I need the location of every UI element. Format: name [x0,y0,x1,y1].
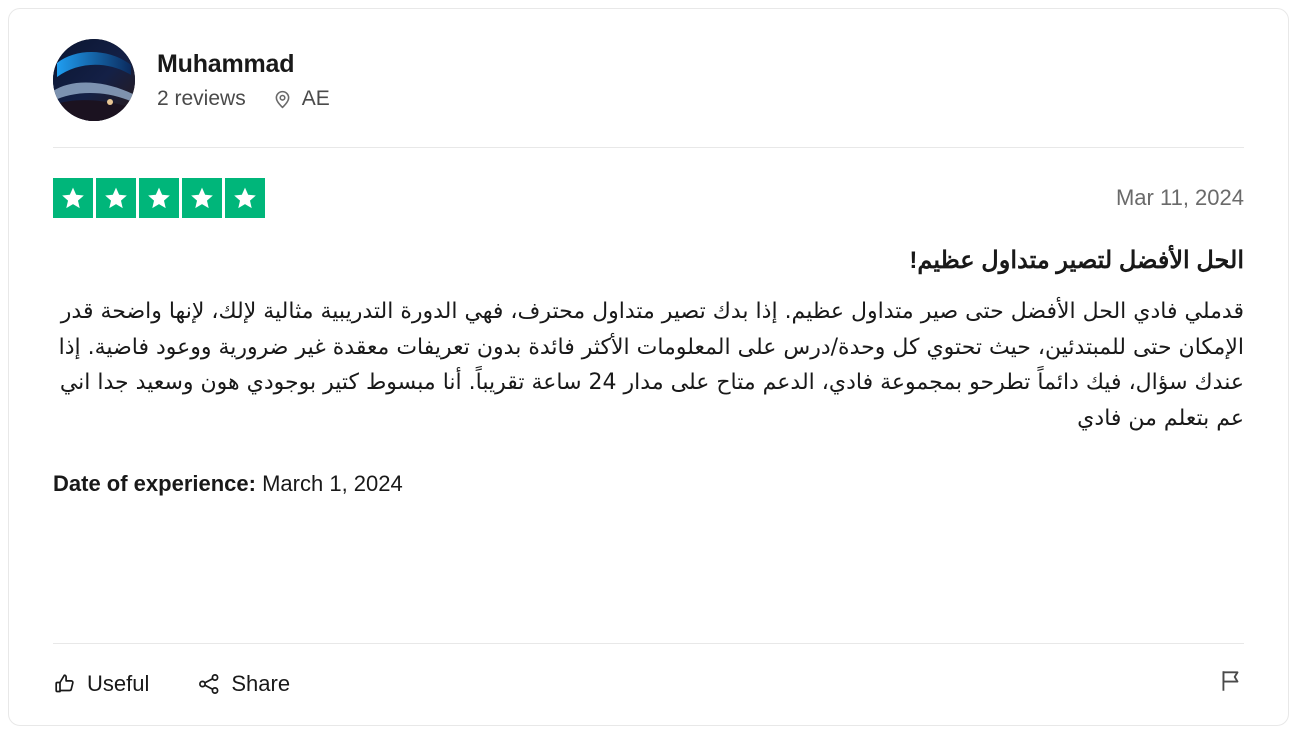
flag-icon [1218,668,1244,699]
review-card [8,8,1289,726]
star-icon [96,178,136,218]
thumbs-up-icon [53,672,77,696]
star-icon [53,178,93,218]
star-rating [53,178,265,218]
report-button[interactable] [1218,668,1244,699]
star-icon [225,178,265,218]
date-of-experience-value: March 1, 2024 [262,470,403,496]
star-icon [182,178,222,218]
reviewer-name[interactable]: Muhammad [157,49,295,78]
date-of-experience-label: Date of experience: [53,470,256,496]
share-button[interactable] [197,671,290,697]
location-code: AE [301,87,330,111]
map-pin-icon [272,89,293,110]
useful-label: Useful [87,670,150,696]
share-icon [197,672,221,696]
share-label: Share [231,670,291,696]
date-of-experience [53,471,1244,497]
reviewer-sub [157,87,330,111]
review-date: Mar 11, 2024 [1115,185,1244,210]
reviews-count: 2 reviews [157,87,246,111]
review-text: قدملي فادي الحل الأفضل حتى صير متداول عظيم. إذا بدك تصير متداول محترف، فهي الدورة التدريبية مثالية لإلك، لإنها واضحة قدر الإمكان حتى للمبتدئين، حيث تحتوي كل وحدة/درس على المعلومات الأكثر فائدة بدون تعريفات معقدة غير ضرورية ووعود فاضية. إذا عندك سؤال، فيك دائماً تطرحو بمجموعة فادي، الدعم متاح على مدار 24 ساعة تقريباً. أنا مبسوط كتير بوجودي هون وسعيد جدا اني عم بتعلم من فادي [58,299,1244,431]
review-actions [53,643,1244,699]
rating-row [53,148,1244,218]
review-title: الحل الأفضل لتصير متداول عظيم! [909,247,1244,274]
reviewer-location [272,87,330,111]
avatar[interactable] [53,39,135,121]
reviewer-meta [157,49,330,111]
reviewer-header [53,9,1244,148]
useful-button[interactable] [53,671,149,697]
star-icon [139,178,179,218]
